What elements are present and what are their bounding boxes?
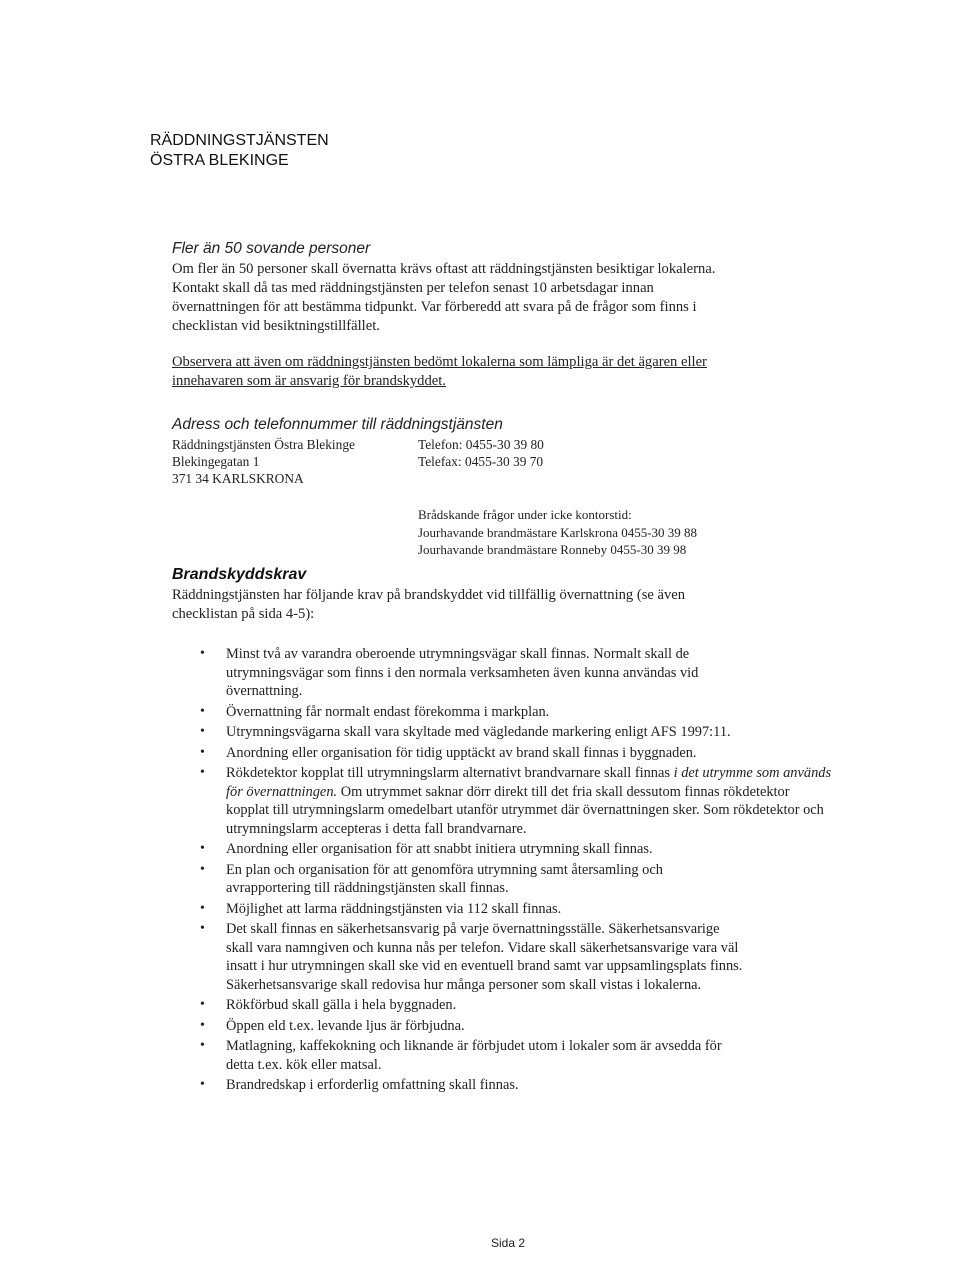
list-item: • En plan och organisation för att genomföra utrymning samt återsamling och avrapportering till räddningstjänsten skall finnas. bbox=[200, 861, 663, 896]
fax-number: Telefax: 0455-30 39 70 bbox=[418, 454, 544, 469]
address-line: Räddningstjänsten Östra Blekinge bbox=[172, 437, 355, 452]
responsibility-note bbox=[172, 353, 822, 391]
list-item: • Matlagning, kaffekokning och liknande är förbjudet utom i lokaler som är avsedda för detta t.ex. kök eller matsal. bbox=[200, 1038, 722, 1073]
paragraph-line: checklistan på sida 4-5): bbox=[172, 606, 315, 622]
contact-heading: Adress och telefonnummer till räddningstjänsten bbox=[172, 416, 503, 433]
list-item: • Öppen eld t.ex. levande ljus är förbjudna. bbox=[200, 1017, 465, 1034]
paragraph-line: checklistan vid besiktningstillfället. bbox=[172, 318, 380, 334]
section-overnight-50 bbox=[172, 239, 822, 391]
bullet-icon: • bbox=[200, 841, 205, 856]
bullet-icon: • bbox=[200, 744, 205, 760]
list-item: • Övernattning får normalt endast förekomma i markplan. bbox=[200, 703, 550, 720]
after-hours-title: Brådskande frågor under icke kontorstid: bbox=[418, 507, 632, 522]
list-item: • Anordning eller organisation för att snabbt initiera utrymning skall finnas. bbox=[200, 841, 653, 857]
list-item: • Anordning eller organisation för tidig upptäckt av brand skall finnas i byggnaden. bbox=[200, 744, 697, 761]
bullet-icon: • bbox=[200, 1017, 205, 1033]
org-name-line2: ÖSTRA BLEKINGE bbox=[150, 152, 289, 169]
requirements-section bbox=[172, 565, 832, 1097]
phone-numbers bbox=[418, 436, 818, 470]
paragraph-line: Kontakt skall då tas med räddningstjänsten per telefon senast 10 arbetsdagar innan bbox=[172, 280, 654, 296]
bullet-icon: • bbox=[200, 765, 205, 780]
bullet-icon: • bbox=[200, 724, 205, 739]
bullet-icon: • bbox=[200, 1077, 205, 1092]
bullet-icon: • bbox=[200, 703, 205, 719]
list-item: • Minst två av varandra oberoende utrymningsvägar skall finnas. Normalt skall de utrymningsvägar som finns i den normala verksamheten även kunna användas vid övernattning. bbox=[200, 646, 699, 699]
list-item: • Det skall finnas en säkerhetsansvarig på varje övernattningsställe. Säkerhetsansvarige skall vara namngiven och kunna nås per telefon. Vidare skall säkerhetsansvarige vara väl insatt i hur utrymningen skall ske vid en eventuell brand samt var uppsamlingsplats finns. Säkerhetsansvarige skall redovisa hur många personer som skall vistas i lokalerna. bbox=[200, 921, 743, 993]
requirements-heading: Brandskyddskrav bbox=[172, 566, 307, 583]
list-item: • Rökförbud skall gälla i hela byggnaden. bbox=[200, 997, 457, 1013]
address-line: Blekingegatan 1 bbox=[172, 454, 260, 469]
after-hours-contacts bbox=[418, 506, 838, 559]
paragraph-line: Om fler än 50 personer skall övernatta krävs oftast att räddningstjänsten besiktigar lokalerna. bbox=[172, 261, 716, 277]
list-item: • Brandredskap i erforderlig omfattning skall finnas. bbox=[200, 1077, 519, 1093]
bullet-icon: • bbox=[200, 1038, 205, 1053]
page-number: Sida 2 bbox=[491, 1236, 526, 1250]
bullet-icon: • bbox=[200, 921, 205, 936]
list-item: • Utrymningsvägarna skall vara skyltade med vägledande markering enligt AFS 1997:11. bbox=[200, 724, 731, 740]
after-hours-line: Jourhavande brandmästare Karlskrona 0455-30 39 88 bbox=[418, 524, 698, 540]
organization-header bbox=[150, 131, 329, 171]
bullet-icon: • bbox=[200, 900, 205, 916]
bullet-icon: • bbox=[200, 646, 205, 661]
postal-address bbox=[172, 436, 402, 487]
list-item-smoke-detector: • Rökdetektor kopplat till utrymningslarm alternativt brandvarnare skall finnas i det utrymme som används för övernattningen. Om utrymmet saknar dörr direkt till det fria skall dessutom finnas rökdetektor kopplat till utrymningslarm omedelbart utanför utrymmet där övernattningen sker. Som rökdetektor och utrymningslarm accepteras i detta fall brandvarnare. bbox=[200, 765, 832, 837]
paragraph-line: övernattningen för att bestämma tidpunkt. Var förberedd att svara på de frågor som finns i bbox=[172, 299, 697, 315]
contact-section bbox=[172, 415, 822, 566]
address-line: 371 34 KARLSKRONA bbox=[172, 471, 304, 486]
intro-paragraph bbox=[172, 260, 822, 336]
requirements-intro bbox=[172, 586, 832, 624]
after-hours-line: Jourhavande brandmästare Ronneby 0455-30 39 98 bbox=[418, 542, 687, 557]
bullet-icon: • bbox=[200, 997, 205, 1012]
section-heading: Fler än 50 sovande personer bbox=[172, 240, 371, 257]
phone-number: Telefon: 0455-30 39 80 bbox=[418, 437, 544, 452]
paragraph-line: innehavaren som är ansvarig för brandskyddet. bbox=[172, 373, 446, 389]
paragraph-line: Räddningstjänsten har följande krav på brandskyddet vid tillfällig övernattning (se även bbox=[172, 587, 686, 603]
paragraph-line: Observera att även om räddningstjänsten bedömt lokalerna som lämpliga är det ägaren eller bbox=[172, 354, 707, 370]
org-name-line1: RÄDDNINGSTJÄNSTEN bbox=[150, 132, 329, 149]
list-item: • Möjlighet att larma räddningstjänsten via 112 skall finnas. bbox=[200, 900, 562, 917]
bullet-icon: • bbox=[200, 861, 205, 877]
requirements-list bbox=[172, 645, 832, 1095]
contact-details bbox=[172, 436, 822, 566]
